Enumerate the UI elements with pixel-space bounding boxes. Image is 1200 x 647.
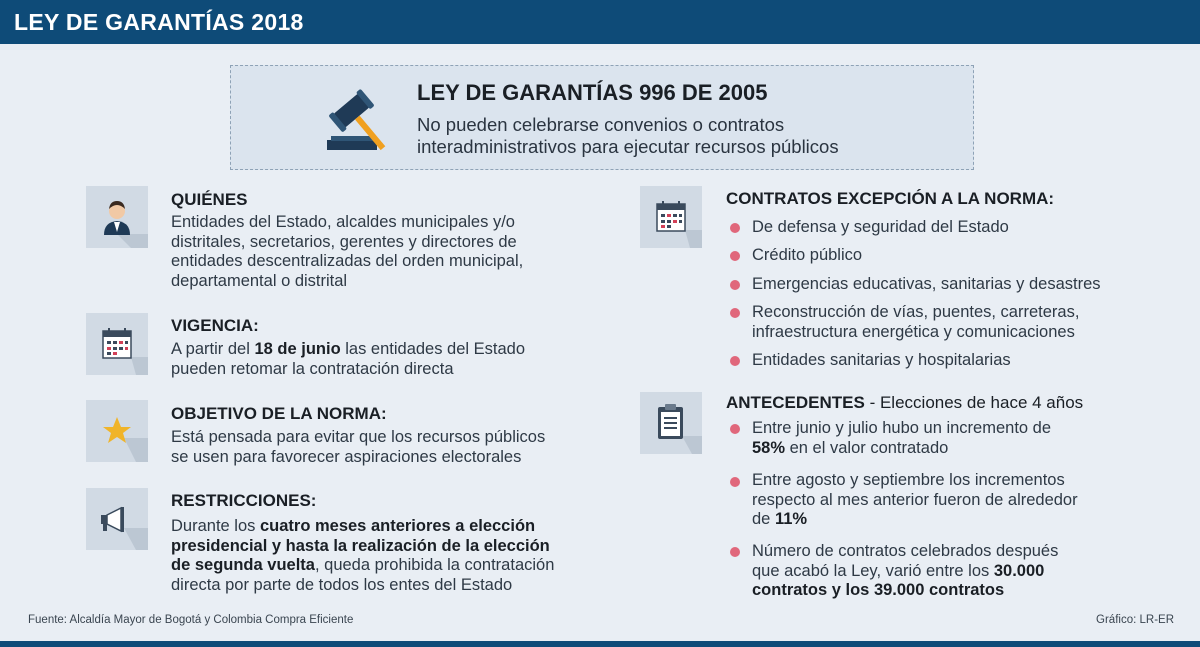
person-icon (86, 186, 148, 248)
bullet-dot (730, 280, 740, 290)
excepciones-icon-box (640, 186, 702, 248)
bullet-dot (730, 547, 740, 557)
intro-box (230, 65, 974, 170)
excepcion-item: Crédito público (752, 246, 863, 264)
gavel-icon (321, 86, 391, 152)
vigencia-title: VIGENCIA: (171, 316, 259, 335)
clipboard-icon (640, 392, 702, 454)
objetivo-icon-box (86, 400, 148, 462)
bottom-bar (0, 641, 1200, 647)
antecedente-item: Número de contratos celebrados después que acabó la Ley, varió entre los 30.000 contratos y los 39.000 contratos (752, 542, 1059, 599)
megaphone-icon (86, 488, 148, 550)
restricciones-title: RESTRICCIONES: (171, 491, 317, 510)
antecedentes-subtitle: - Elecciones de hace 4 años (864, 393, 1084, 412)
restricciones-icon-box (86, 488, 148, 550)
excepcion-item: Emergencias educativas, sanitarias y desastres (752, 275, 1101, 293)
quienes-icon-box (86, 186, 148, 248)
intro-title: LEY DE GARANTÍAS 996 DE 2005 (417, 80, 768, 105)
source-note: Fuente: Alcaldía Mayor de Bogotá y Colombia Compra Eficiente (28, 614, 354, 626)
star-icon (86, 400, 148, 462)
bullet-dot (730, 356, 740, 366)
antecedentes-icon-box (640, 392, 702, 454)
bullet-dot (730, 424, 740, 434)
bullet-dot (730, 308, 740, 318)
bullet-dot (730, 251, 740, 261)
excepcion-item: De defensa y seguridad del Estado (752, 218, 1009, 236)
antecedentes-title: ANTECEDENTES - Elecciones de hace 4 años (726, 393, 1084, 412)
excepcion-item: Entidades sanitarias y hospitalarias (752, 351, 1011, 369)
excepcion-item: Reconstrucción de vías, puentes, carreteras, infraestructura energética y comunicaciones (752, 303, 1080, 341)
intro-description: No pueden celebrarse convenios o contratos interadministrativos para ejecutar recursos públicos (417, 114, 839, 157)
bullet-dot (730, 477, 740, 487)
quienes-body: Entidades del Estado, alcaldes municipales y/o distritales, secretarios, gerentes y directores de entidades descentralizadas del orden municipal, departamental o distrital (171, 213, 524, 290)
calendar-icon (640, 186, 702, 248)
excepciones-title: CONTRATOS EXCEPCIÓN A LA NORMA: (726, 189, 1055, 208)
objetivo-title: OBJETIVO DE LA NORMA: (171, 404, 387, 423)
antecedente-item: Entre agosto y septiembre los incrementos respecto al mes anterior fueron de alrededor de 11% (752, 471, 1078, 528)
header-bar (0, 0, 1200, 44)
antecedente-item: Entre junio y julio hubo un incremento de 58% en el valor contratado (752, 419, 1052, 457)
bullet-dot (730, 223, 740, 233)
calendar-icon (86, 313, 148, 375)
page-title: LEY DE GARANTÍAS 2018 (14, 9, 304, 35)
restricciones-body: Durante los cuatro meses anteriores a elección presidencial y hasta la realización de la elección de segunda vuelta, queda prohibida la contratación directa por parte de todos los entes del Estado (171, 517, 555, 594)
vigencia-icon-box (86, 313, 148, 375)
objetivo-body: Está pensada para evitar que los recursos públicos se usen para favorecer aspiraciones electorales (171, 428, 546, 466)
quienes-title: QUIÉNES (171, 190, 248, 209)
graphic-credit: Gráfico: LR-ER (1096, 614, 1174, 626)
vigencia-body: A partir del 18 de junio las entidades del Estado pueden retomar la contratación directa (171, 340, 526, 378)
